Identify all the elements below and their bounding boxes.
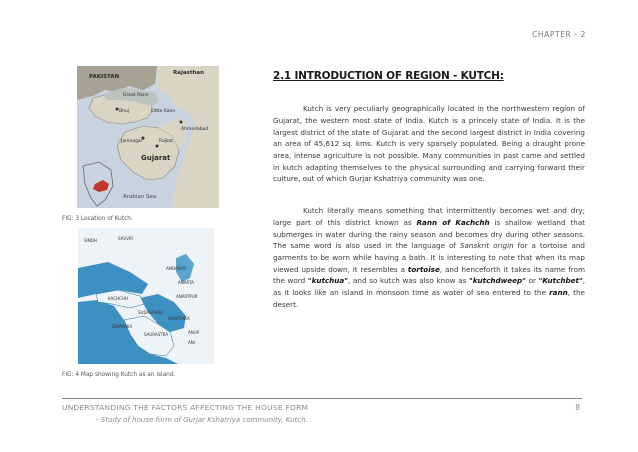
section-heading: 2.1 INTRODUCTION OF REGION - KUTCH: (273, 70, 504, 82)
footer-title: UNDERSTANDING THE FACTORS AFFECTING THE HOUSE FORM (62, 403, 309, 412)
footer-subtitle: - Study of house form of Gurjar Kshatriya community, Kutch. (96, 416, 308, 424)
emphasis-tortoise: tortoise (407, 264, 440, 274)
label-great-rann: Great Rann (123, 93, 149, 98)
kutch-meaning-paragraph (273, 205, 585, 310)
label-anup: ANUP (188, 330, 200, 335)
kutch-location-map (77, 66, 219, 208)
label-kachchh: KACHCHH (108, 296, 128, 301)
emphasis-kutchdweep: "kutchdweep" (469, 276, 526, 286)
page-number: 8 (575, 403, 580, 412)
para2-text-8: , the desert. (273, 288, 585, 309)
label-jamnagar: Jamnagar (121, 139, 143, 144)
label-sudasthali: SUDASTHALI (138, 310, 164, 315)
island-map-graphic (78, 228, 214, 364)
figure-3-caption: FIG: 3 Location of Kutch. (62, 216, 133, 222)
emphasis-rann-of-kachchh: Rann of Kachchh (416, 217, 490, 227)
para2-text-3: for a tortoise and garments to be worn while having a bath. It is interesting to note that when its map viewed upside down, it resembles a (273, 241, 585, 274)
label-ani: ANI (188, 340, 195, 345)
figure-4-caption: FIG: 4 Map showing Kutch as an island. (62, 372, 176, 378)
location-map-graphic (77, 66, 219, 208)
kutch-island-map (78, 228, 214, 364)
label-ambarati: AMBARATI (166, 266, 187, 271)
label-arabian-sea: Arabian Sea (123, 194, 157, 200)
label-rajasthan: Rajasthan (173, 70, 204, 76)
label-pakistan: PAKISTAN (89, 74, 120, 80)
intro-paragraph: Kutch is very peculiarly geographically located in the northwestern region of Gujarat, the western most state of India. Kutch is a princely state of India. It is the largest district of the state of Gujarat and the second largest district in India covering an area of 45,612 sq. kms. Kutch is very sparsely populated. Being a draught prone area, intense agriculture is not possible. Many communities in past came and settled in kutch adapting themselves to the physical surrounding and carrying forward their culture, out of which Gurjar Kshatriya community was one. (273, 104, 585, 184)
para2-text-5: , and so kutch was also know as (348, 276, 470, 286)
emphasis-rann: rann (549, 288, 568, 298)
emphasis-sanskrit-origin: Sanskrit origin (459, 241, 514, 251)
footer-divider (62, 398, 582, 399)
para2-text-4: , and henceforth it takes its name from the word (273, 264, 585, 286)
para2-text-6: or (525, 276, 539, 286)
emphasis-kutchua: "kutchua" (307, 276, 349, 286)
label-sauvir: SAUVIR (118, 236, 133, 241)
label-anarta: ANARTA (178, 280, 194, 285)
para2-text-7: , as it looks like an island in monsoon time as water of sea entered to the (273, 276, 585, 298)
label-sindh: SINDH (84, 238, 97, 243)
label-rajkot: Rajkot (159, 139, 173, 144)
label-raivataka: RAIVATAKA (168, 316, 190, 321)
chapter-label: CHAPTER - 2 (532, 30, 586, 39)
label-anartpur: ANARTPUR (176, 294, 198, 299)
label-ahmedabad: Ahmedabad (181, 127, 209, 132)
para2-text-1: Kutch literally means something that intermittently becomes wet and dry; large part of this district known as (273, 206, 585, 227)
label-saurastra: SAURASTRA (144, 332, 168, 337)
label-bhuj: Bhuj (119, 109, 130, 114)
emphasis-kutchbet: "Kutchbet" (538, 276, 583, 286)
label-gujarat: Gujarat (141, 154, 171, 162)
label-little-rann: Little Rann (151, 109, 176, 114)
para2-text-2: is shallow wetland that submerges in water during the rainy season and becomes dry during other seasons. The same word is also used in the language of (273, 217, 585, 251)
label-dwaraka: DWARAKA (112, 324, 133, 329)
